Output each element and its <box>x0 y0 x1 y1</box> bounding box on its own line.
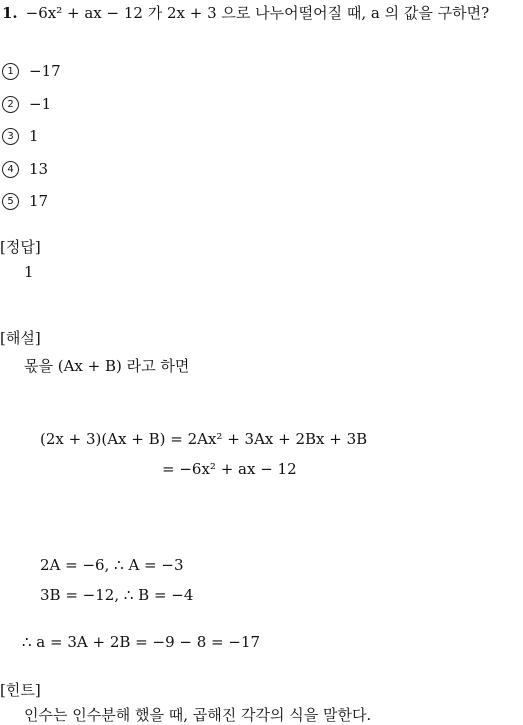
explanation-eq4: 3B = −12, ∴ B = −4 <box>40 586 194 604</box>
answer-label: [정답] <box>0 238 41 256</box>
choice-5[interactable] <box>2 192 48 210</box>
choice-3[interactable] <box>2 127 39 145</box>
explanation-conclusion: ∴ a = 3A + 2B = −9 − 8 = −17 <box>22 633 261 651</box>
choice-1-text: −17 <box>29 62 61 80</box>
choice-4-mark: 4 <box>2 161 19 178</box>
explanation-eq1: (2x + 3)(Ax + B) = 2Ax² + 3Ax + 2Bx + 3B <box>40 430 368 448</box>
choice-2[interactable] <box>2 95 51 113</box>
choice-3-mark: 3 <box>2 128 19 145</box>
choice-5-text: 17 <box>29 192 49 210</box>
choice-4-text: 13 <box>29 160 49 178</box>
choice-5-mark: 5 <box>2 193 19 210</box>
hint-text: 인수는 인수분해 했을 때, 곱해진 각각의 식을 말한다. <box>24 706 372 724</box>
explanation-intro: 몫을 (Ax + B) 라고 하면 <box>24 357 190 375</box>
choice-1[interactable] <box>2 62 61 80</box>
question <box>2 2 489 23</box>
hint-label: [힌트] <box>0 681 41 699</box>
explanation-eq3: 2A = −6, ∴ A = −3 <box>40 556 184 574</box>
question-number: 1. <box>2 4 18 22</box>
question-text: −6x² + ax − 12 가 2x + 3 으로 나누어떨어질 때, a 의 값을 구하면? <box>25 4 490 22</box>
explanation-eq2: = −6x² + ax − 12 <box>162 460 297 478</box>
choice-4[interactable] <box>2 160 48 178</box>
choice-2-text: −1 <box>29 95 52 113</box>
choice-1-mark: 1 <box>2 63 19 80</box>
choice-2-mark: 2 <box>2 96 19 113</box>
answer-value: 1 <box>24 263 34 281</box>
choice-3-text: 1 <box>29 127 39 145</box>
explanation-label: [해설] <box>0 329 41 347</box>
